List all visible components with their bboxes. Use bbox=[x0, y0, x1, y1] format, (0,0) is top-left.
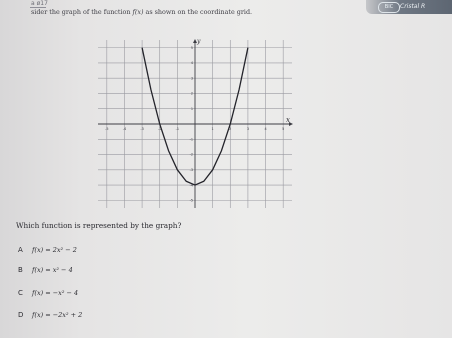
option-letter: C bbox=[18, 289, 23, 297]
y-axis-label: y bbox=[197, 38, 201, 45]
y-tick-label: -5 bbox=[189, 198, 193, 203]
y-tick-label: -1 bbox=[189, 137, 193, 142]
x-tick-label: 1 bbox=[211, 127, 214, 131]
option-a[interactable] bbox=[18, 244, 77, 256]
option-c[interactable] bbox=[18, 287, 78, 299]
x-tick-label: -5 bbox=[105, 127, 109, 131]
option-d[interactable] bbox=[18, 309, 82, 321]
axes bbox=[98, 39, 293, 208]
x-tick-label: 3 bbox=[246, 127, 249, 131]
x-tick-label: -3 bbox=[140, 127, 144, 131]
bic-logo: BIC bbox=[378, 2, 400, 13]
y-tick-label: 1 bbox=[190, 106, 193, 111]
x-tick-label: -2 bbox=[158, 127, 162, 131]
option-letter: D bbox=[18, 311, 24, 319]
coordinate-grid bbox=[90, 32, 300, 215]
option-formula: f(x) = 2x² − 2 bbox=[32, 246, 77, 254]
option-b[interactable] bbox=[18, 264, 73, 276]
prompt-suffix: as shown on the coordinate grid. bbox=[145, 8, 253, 16]
option-formula: f(x) = −x² − 4 bbox=[32, 289, 79, 297]
x-tick-label: 4 bbox=[264, 127, 267, 131]
problem-tag: a ø17 bbox=[31, 0, 48, 7]
option-formula: f(x) = x² − 4 bbox=[32, 266, 73, 274]
y-tick-label: 5 bbox=[190, 45, 193, 50]
pen-cap-overlay bbox=[366, 0, 452, 14]
option-letter: A bbox=[18, 246, 23, 254]
prompt-prefix: sider the graph of the function bbox=[31, 8, 131, 16]
graph-prompt bbox=[31, 8, 252, 16]
x-axis-label: x bbox=[286, 116, 290, 124]
x-tick-label: -4 bbox=[122, 127, 127, 131]
function-name: f(x) bbox=[132, 8, 144, 16]
y-tick-label: 4 bbox=[190, 61, 193, 66]
y-tick-label: 2 bbox=[190, 91, 193, 96]
x-tick-label: 5 bbox=[282, 127, 285, 131]
x-tick-label: -1 bbox=[175, 127, 180, 131]
x-tick-label: 2 bbox=[229, 127, 232, 131]
y-tick-label: -4 bbox=[189, 183, 193, 188]
option-letter: B bbox=[18, 266, 23, 274]
y-tick-label: 3 bbox=[190, 76, 193, 81]
question-text: Which function is represented by the graph? bbox=[16, 221, 182, 230]
pen-cap-text: Cristal R bbox=[400, 3, 426, 10]
y-tick-label: -2 bbox=[189, 152, 193, 157]
option-formula: f(x) = −2x² + 2 bbox=[32, 311, 83, 319]
y-tick-label: -3 bbox=[189, 168, 193, 173]
